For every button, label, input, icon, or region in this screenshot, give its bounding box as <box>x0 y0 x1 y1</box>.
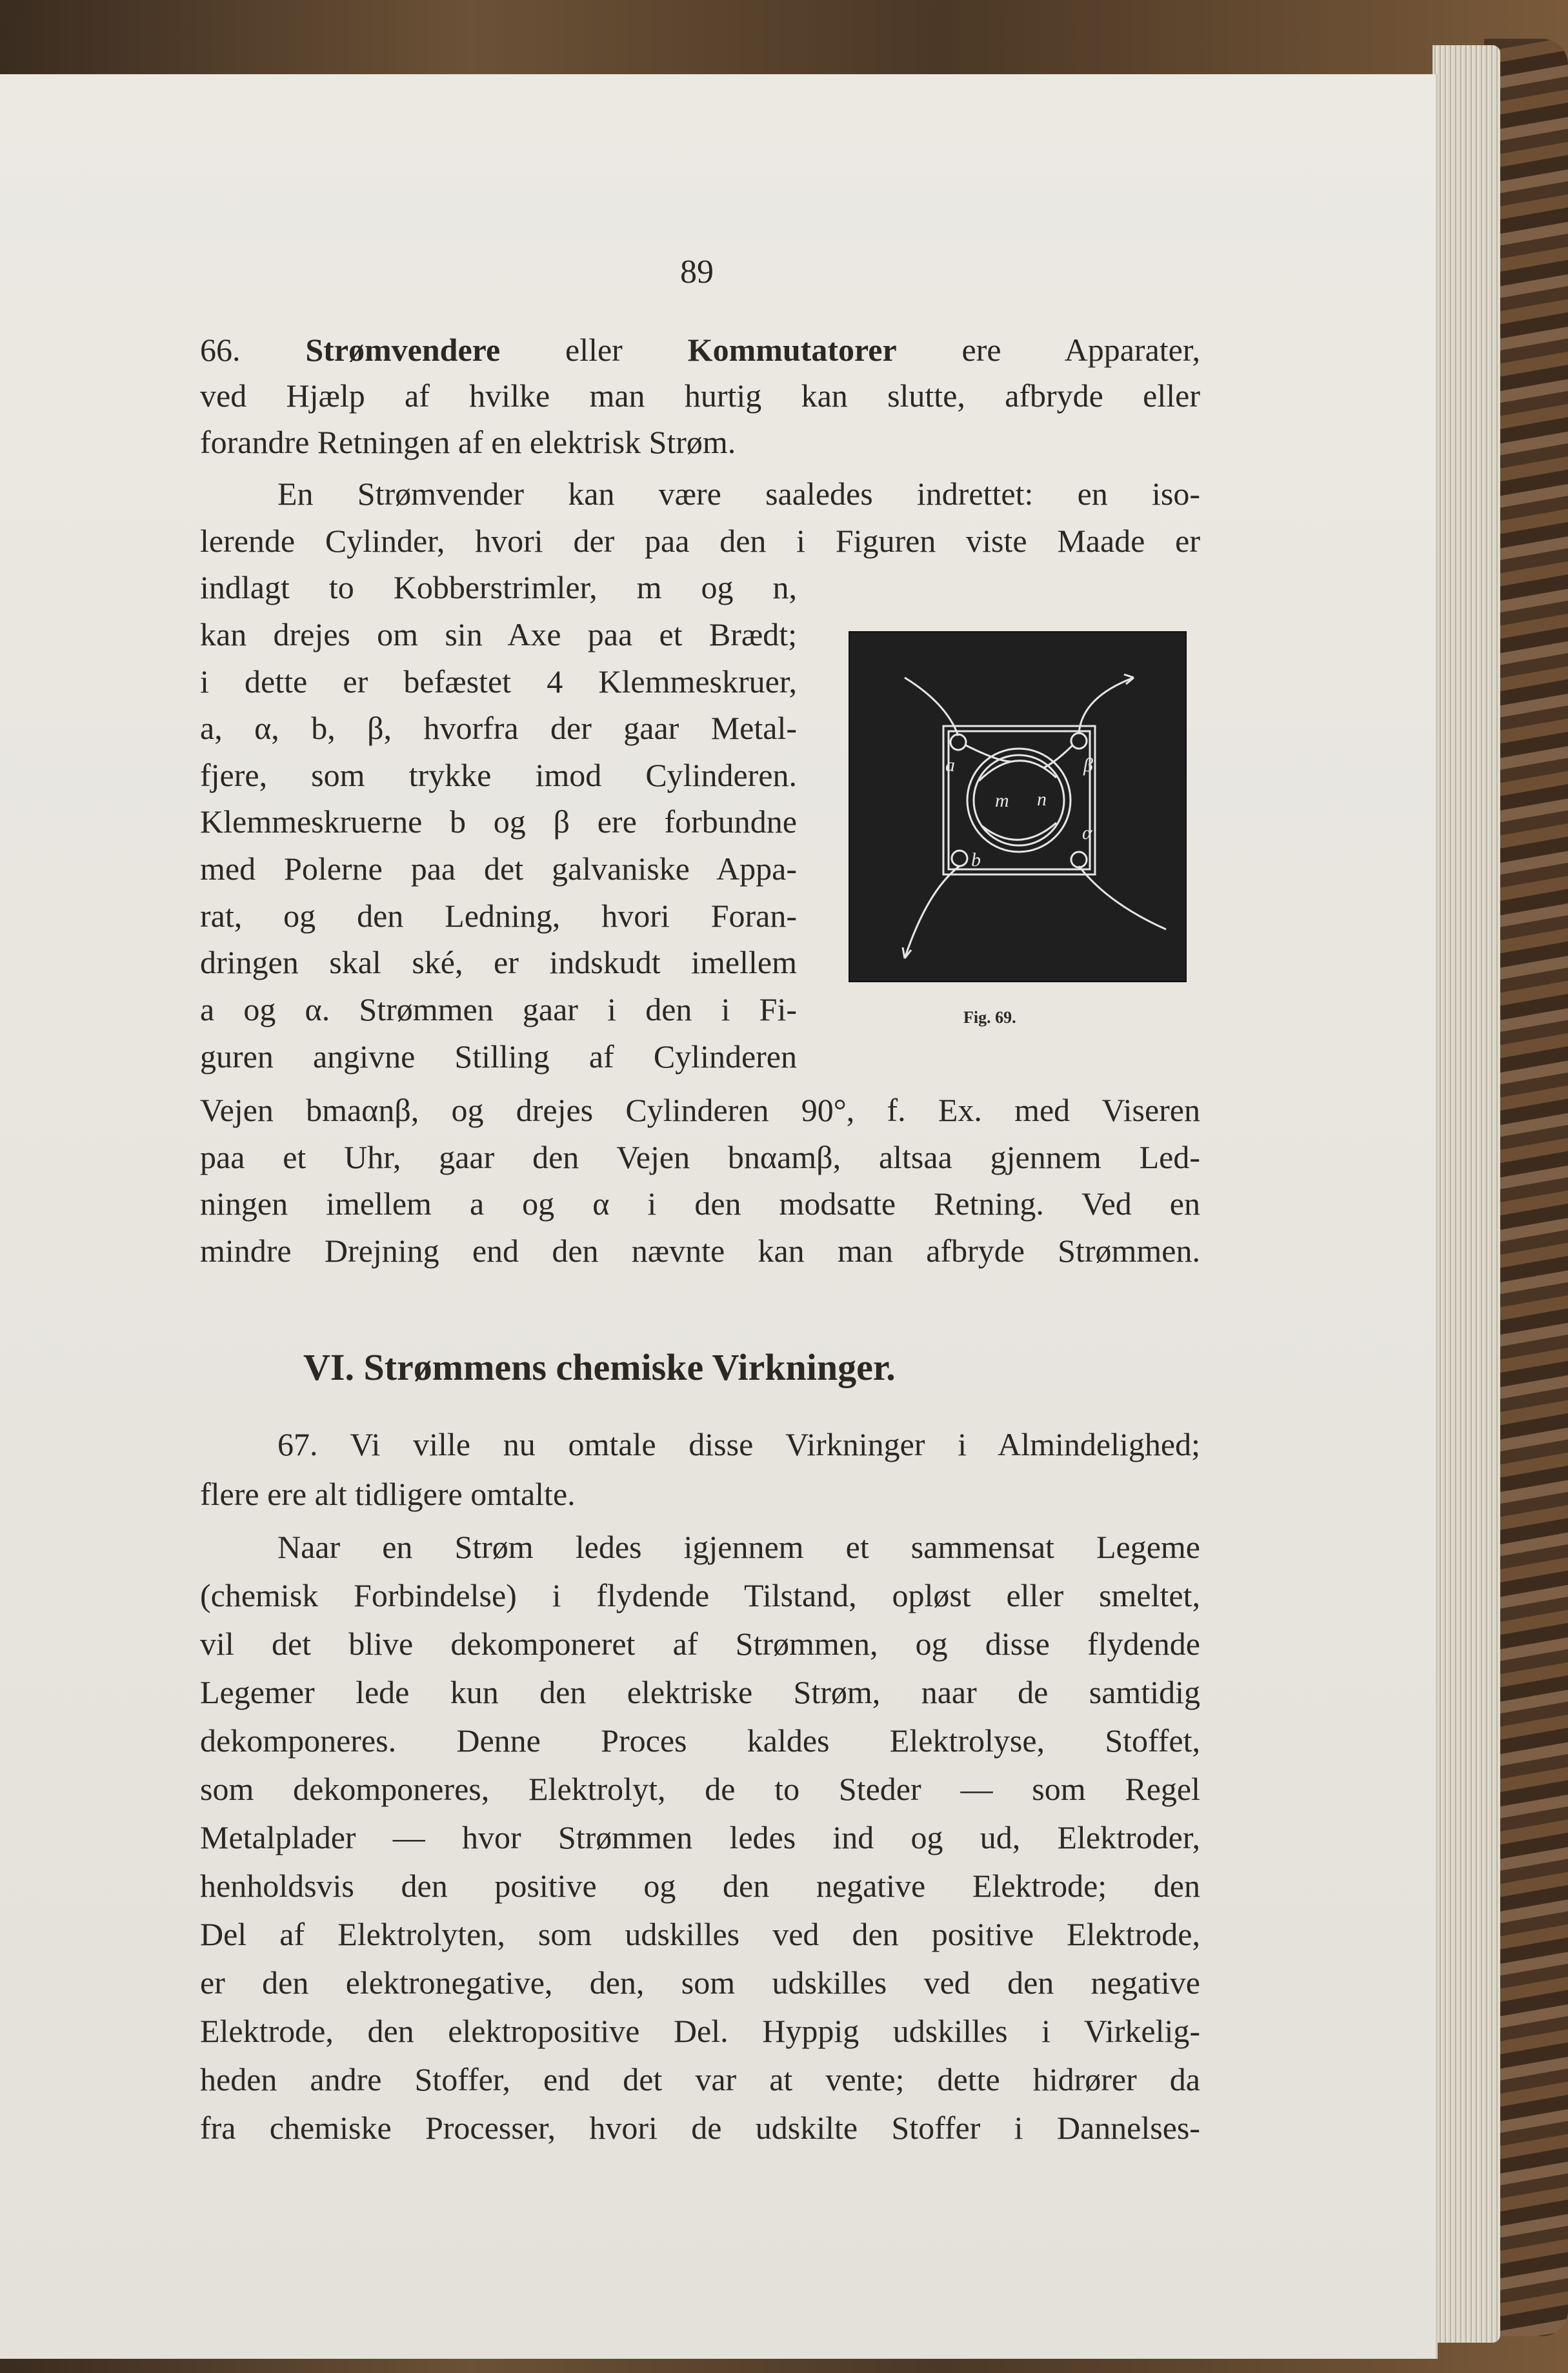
text-line: som dekomponeres, Elektrolyt, de to Steder — som Regel <box>200 1771 1200 1807</box>
text-line: dekomponeres. Denne Proces kaldes Elektrolyse, Stoffet, <box>200 1722 1200 1759</box>
text-line: 67. Vi ville nu omtale disse Virkninger i Almindelighed; <box>277 1426 1200 1462</box>
term-kommutatorer: Kommutatorer <box>687 332 897 368</box>
section-66-first-line <box>200 330 1200 369</box>
fig-label-alpha: α <box>1082 822 1092 843</box>
text-line: flere ere alt tidligere omtalte. <box>200 1476 576 1512</box>
text-line: Naar en Strøm ledes igjennem et sammensat Legeme <box>277 1529 1200 1565</box>
text-line: henholdsvis den positive og den negative Elektrode; den <box>200 1868 1200 1904</box>
text-line: a og α. Strømmen gaar i den i Fi- <box>200 991 797 1027</box>
text-line: kan drejes om sin Axe paa et Brædt; <box>200 616 797 652</box>
text-line: forandre Retningen af en elektrisk Strøm. <box>200 424 736 460</box>
text-line: (chemisk Forbindelse) i flydende Tilstand, opløst eller smeltet, <box>200 1577 1200 1613</box>
fig-label-b: b <box>971 849 981 871</box>
text-eller: eller <box>500 332 688 368</box>
fig-label-beta: β <box>1083 754 1093 776</box>
text-line: vil det blive dekomponeret af Strømmen, og disse flydende <box>200 1626 1200 1662</box>
fig-label-m: m <box>995 790 1009 811</box>
term-stromvendere: Strømvendere <box>305 332 501 368</box>
text-line: Legemer lede kun den elektriske Strøm, naar de samtidig <box>200 1674 1200 1710</box>
text-line: Elektrode, den elektropositive Del. Hyppig udskilles i Virkelig- <box>200 2013 1200 2049</box>
text-line: Klemmeskruerne b og β ere forbundne <box>200 803 797 840</box>
page-edges <box>1432 45 1500 2343</box>
text-line: Del af Elektrolyten, som udskilles ved den positive Elektrode, <box>200 1916 1200 1952</box>
text-line: fjere, som trykke imod Cylinderen. <box>200 757 797 793</box>
text-line: fra chemiske Processer, hvori de udskilte Stoffer i Dannelses- <box>200 2110 1200 2146</box>
text-line: ved Hjælp af hvilke man hurtig kan slutte, afbryde eller <box>200 378 1200 414</box>
text-line: En Strømvender kan være saaledes indrettet: en iso- <box>277 476 1200 512</box>
chapter-heading: VI. Strømmens chemiske Virkninger. <box>303 1346 896 1388</box>
commutator-diagram-svg <box>850 632 1185 981</box>
text-line: a, α, b, β, hvorfra der gaar Metal- <box>200 710 797 746</box>
text-line: rat, og den Ledning, hvori Foran- <box>200 898 797 934</box>
fig-label-n: n <box>1037 789 1047 810</box>
fig-label-a: a <box>945 754 955 776</box>
text-line: i dette er befæstet 4 Klemmeskruer, <box>200 663 797 700</box>
section-number: 66. <box>200 332 241 368</box>
text-line: mindre Drejning end den nævnte kan man afbryde Strømmen. <box>200 1233 1200 1269</box>
text-line: lerende Cylinder, hvori der paa den i Figuren viste Maade er <box>200 523 1200 559</box>
text-line: dringen skal ské, er indskudt imellem <box>200 944 797 980</box>
page-number: 89 <box>680 254 714 290</box>
text-line: heden andre Stoffer, end det var at vente; dette hidrører da <box>200 2061 1200 2097</box>
text-rest: ere Apparater, <box>896 332 1201 368</box>
figure-caption: Fig. 69. <box>963 1008 1016 1027</box>
figure-69-commutator-diagram <box>849 631 1187 982</box>
text-line: Metalplader — hvor Strømmen ledes ind og ud, Elektroder, <box>200 1819 1200 1855</box>
text-line: Vejen bmaαnβ, og drejes Cylinderen 90°, f. Ex. med Viseren <box>200 1092 1200 1128</box>
text-line: er den elektronegative, den, som udskilles ved den negative <box>200 1964 1200 2001</box>
text-line: indlagt to Kobberstrimler, m og n, <box>200 569 797 605</box>
text-line: guren angivne Stilling af Cylinderen <box>200 1038 797 1075</box>
text-line: ningen imellem a og α i den modsatte Retning. Ved en <box>200 1186 1200 1222</box>
text-line: med Polerne paa det galvaniske Appa- <box>200 851 797 887</box>
text-line: paa et Uhr, gaar den Vejen bnαamβ, altsaa gjennem Led- <box>200 1139 1200 1175</box>
